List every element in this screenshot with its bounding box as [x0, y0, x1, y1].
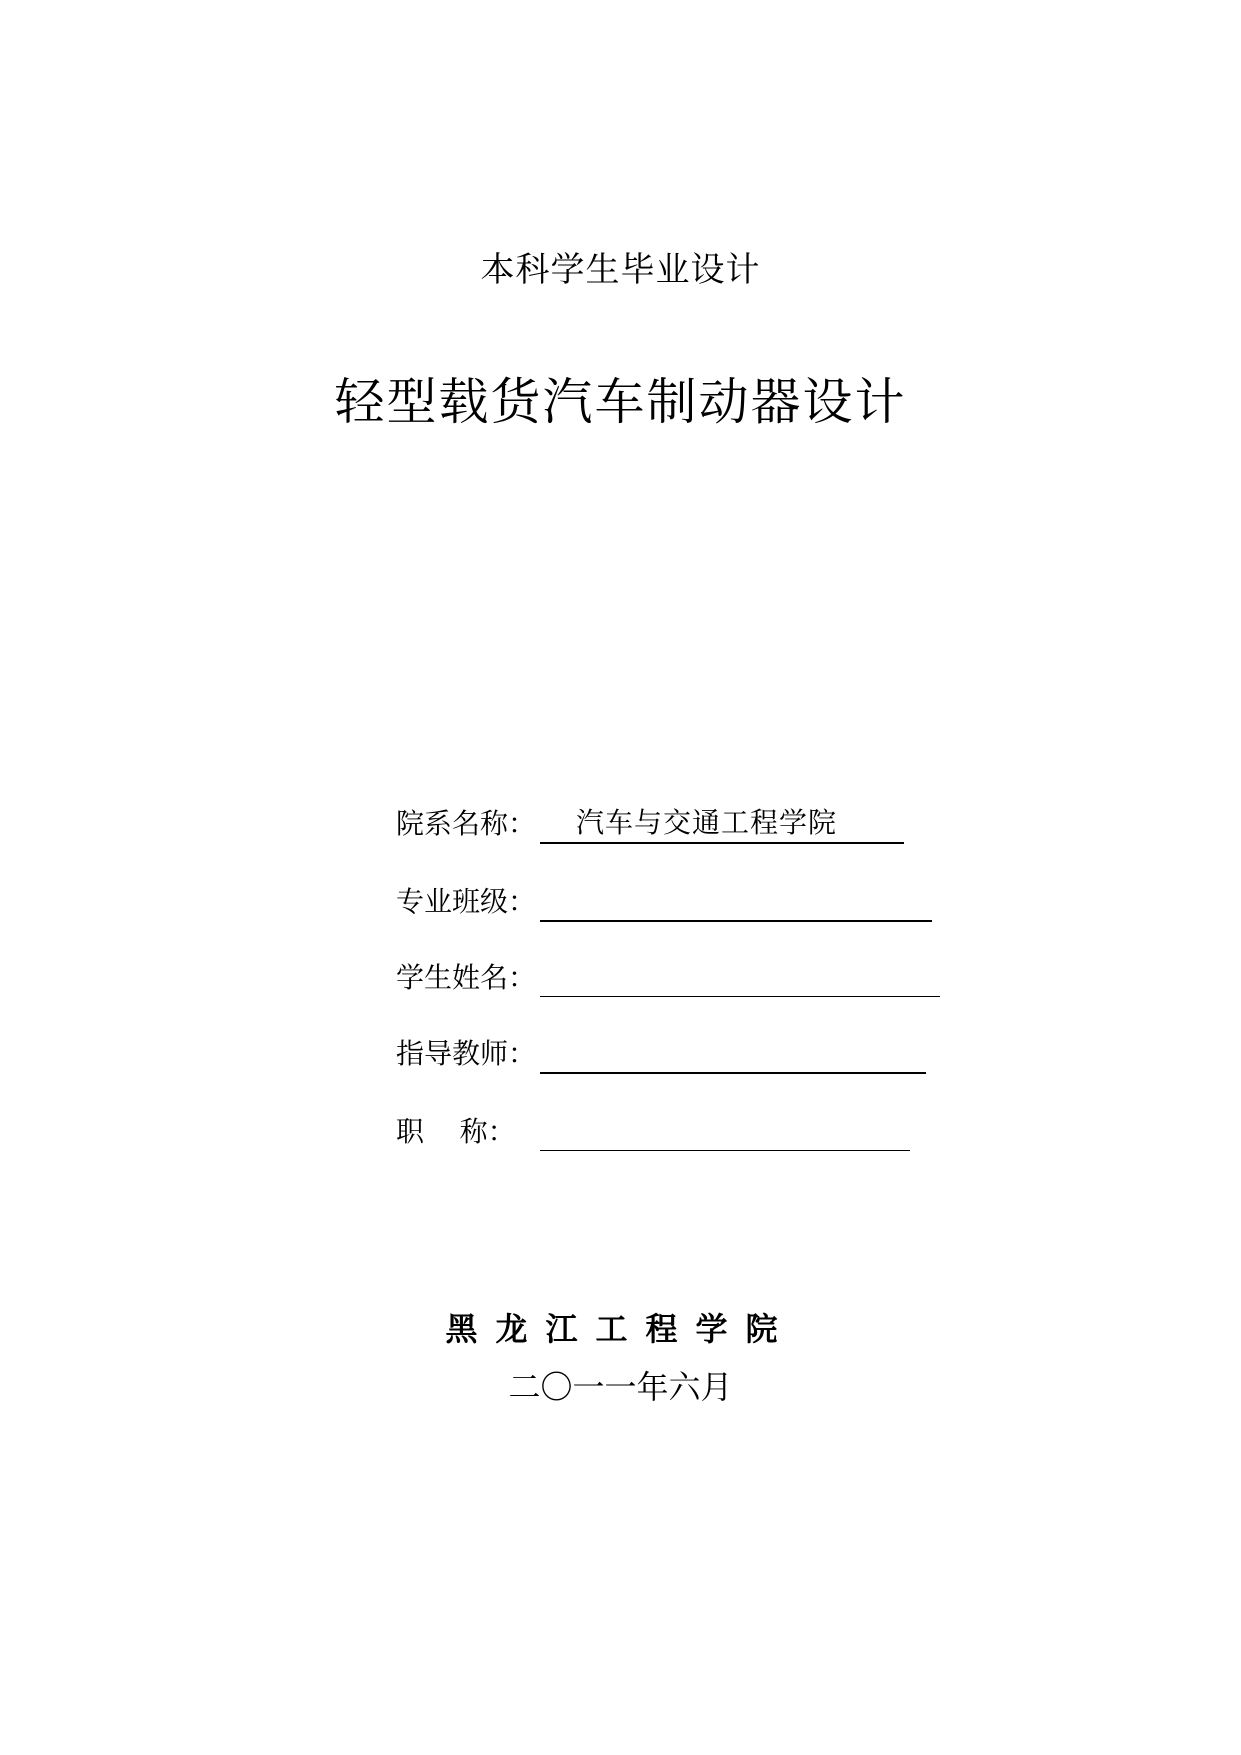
- field-line-advisor: [540, 1036, 926, 1074]
- field-label-student-name: 学生姓名：: [396, 961, 537, 994]
- field-label-title: 职 称：: [396, 1115, 516, 1148]
- document-date: 二〇一一年六月: [508, 1368, 733, 1406]
- field-line-department: [540, 806, 904, 844]
- field-line-class: [540, 884, 932, 922]
- field-line-title: [540, 1114, 910, 1151]
- document-subtitle: 本科学生毕业设计: [480, 250, 761, 290]
- document-title: 轻型载货汽车制动器设计: [334, 373, 907, 431]
- field-line-student-name: [540, 960, 940, 997]
- field-label-class: 专业班级：: [396, 885, 537, 918]
- field-label-advisor: 指导教师：: [396, 1037, 537, 1070]
- institution-name: 黑龙江工程学院: [445, 1310, 796, 1348]
- field-value-department: 汽车与交通工程学院: [576, 806, 838, 839]
- field-label-department: 院系名称：: [396, 807, 537, 840]
